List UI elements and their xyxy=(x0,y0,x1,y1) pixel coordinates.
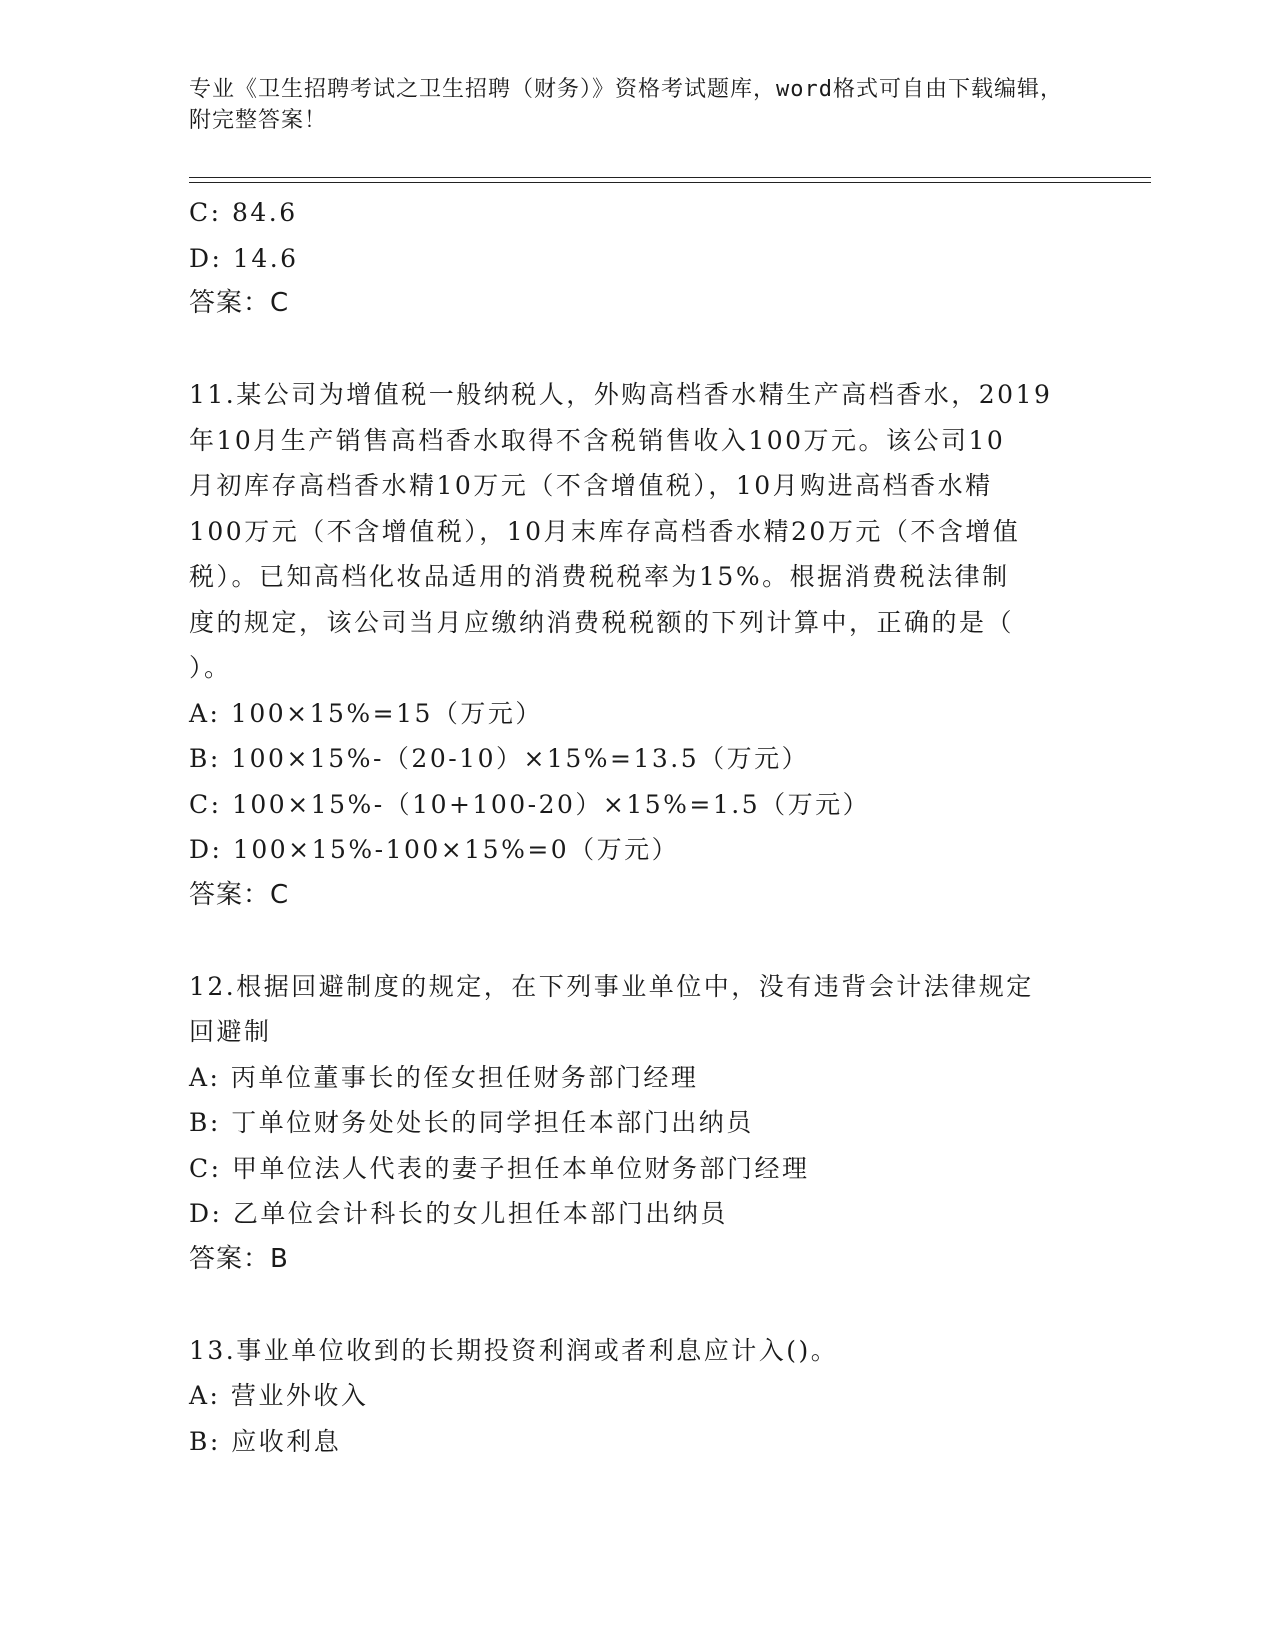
question-text-line: 税）。已知高档化妆品适用的消费税税率为15%。根据消费税法律制 xyxy=(189,562,1010,591)
option-c: C: 84.6 xyxy=(189,198,298,227)
document-header: 专业《卫生招聘考试之卫生招聘（财务）》资格考试题库，word格式可自由下载编辑，附完整答案！ xyxy=(189,77,1063,133)
spacer xyxy=(189,327,1089,373)
question-text-line: 回避制 xyxy=(189,1017,272,1046)
option-b: B: 100×15%-（20-10）×15%=13.5（万元） xyxy=(189,744,810,773)
question-text-line: 度的规定，该公司当月应缴纳消费税税额的下列计算中，正确的是（ xyxy=(189,607,1015,637)
question-text-line: ）。 xyxy=(189,653,232,682)
option-d: D: 100×15%-100×15%=0（万元） xyxy=(189,835,680,864)
question-13 xyxy=(189,1328,1089,1465)
header-divider-bottom xyxy=(189,182,1151,183)
question-text-line: 12.根据回避制度的规定，在下列事业单位中，没有违背会计法律规定 xyxy=(189,971,1034,1001)
question-text-line: 年10月生产销售高档香水取得不含税销售收入100万元。该公司10 xyxy=(189,425,1006,455)
option-b: B: 应收利息 xyxy=(189,1426,342,1456)
option-d: D: 14.6 xyxy=(189,243,299,273)
question-content xyxy=(189,190,1089,1464)
option-c: C: 100×15%-（10+100-20）×15%=1.5（万元） xyxy=(189,789,871,819)
question-text-line: 100万元（不含增值税），10月末库存高档香水精20万元（不含增值 xyxy=(189,516,1021,546)
question-text-line: 13.事业单位收到的长期投资利润或者利息应计入()。 xyxy=(189,1335,839,1365)
option-b: B: 丁单位财务处处长的同学担任本部门出纳员 xyxy=(189,1108,754,1137)
spacer xyxy=(189,918,1089,964)
question-text-line: 11.某公司为增值税一般纳税人，外购高档香水精生产高档香水，2019 xyxy=(189,380,1053,409)
option-a: A: 营业外收入 xyxy=(189,1381,369,1410)
option-c: C: 甲单位法人代表的妻子担任本单位财务部门经理 xyxy=(189,1153,810,1183)
header-divider-top xyxy=(189,177,1151,178)
option-a: A: 100×15%=15（万元） xyxy=(189,698,543,728)
option-d: D: 乙单位会计科长的女儿担任本部门出纳员 xyxy=(189,1199,728,1228)
answer-line: 答案：C xyxy=(189,879,290,910)
question-text-line: 月初库存高档香水精10万元（不含增值税），10月购进高档香水精 xyxy=(189,471,993,500)
answer-line: 答案：C xyxy=(189,288,290,318)
question-11 xyxy=(189,372,1089,918)
answer-line: 答案：B xyxy=(189,1243,289,1274)
option-a: A: 丙单位董事长的侄女担任财务部门经理 xyxy=(189,1062,699,1092)
question-12 xyxy=(189,964,1089,1283)
spacer xyxy=(189,1282,1089,1328)
